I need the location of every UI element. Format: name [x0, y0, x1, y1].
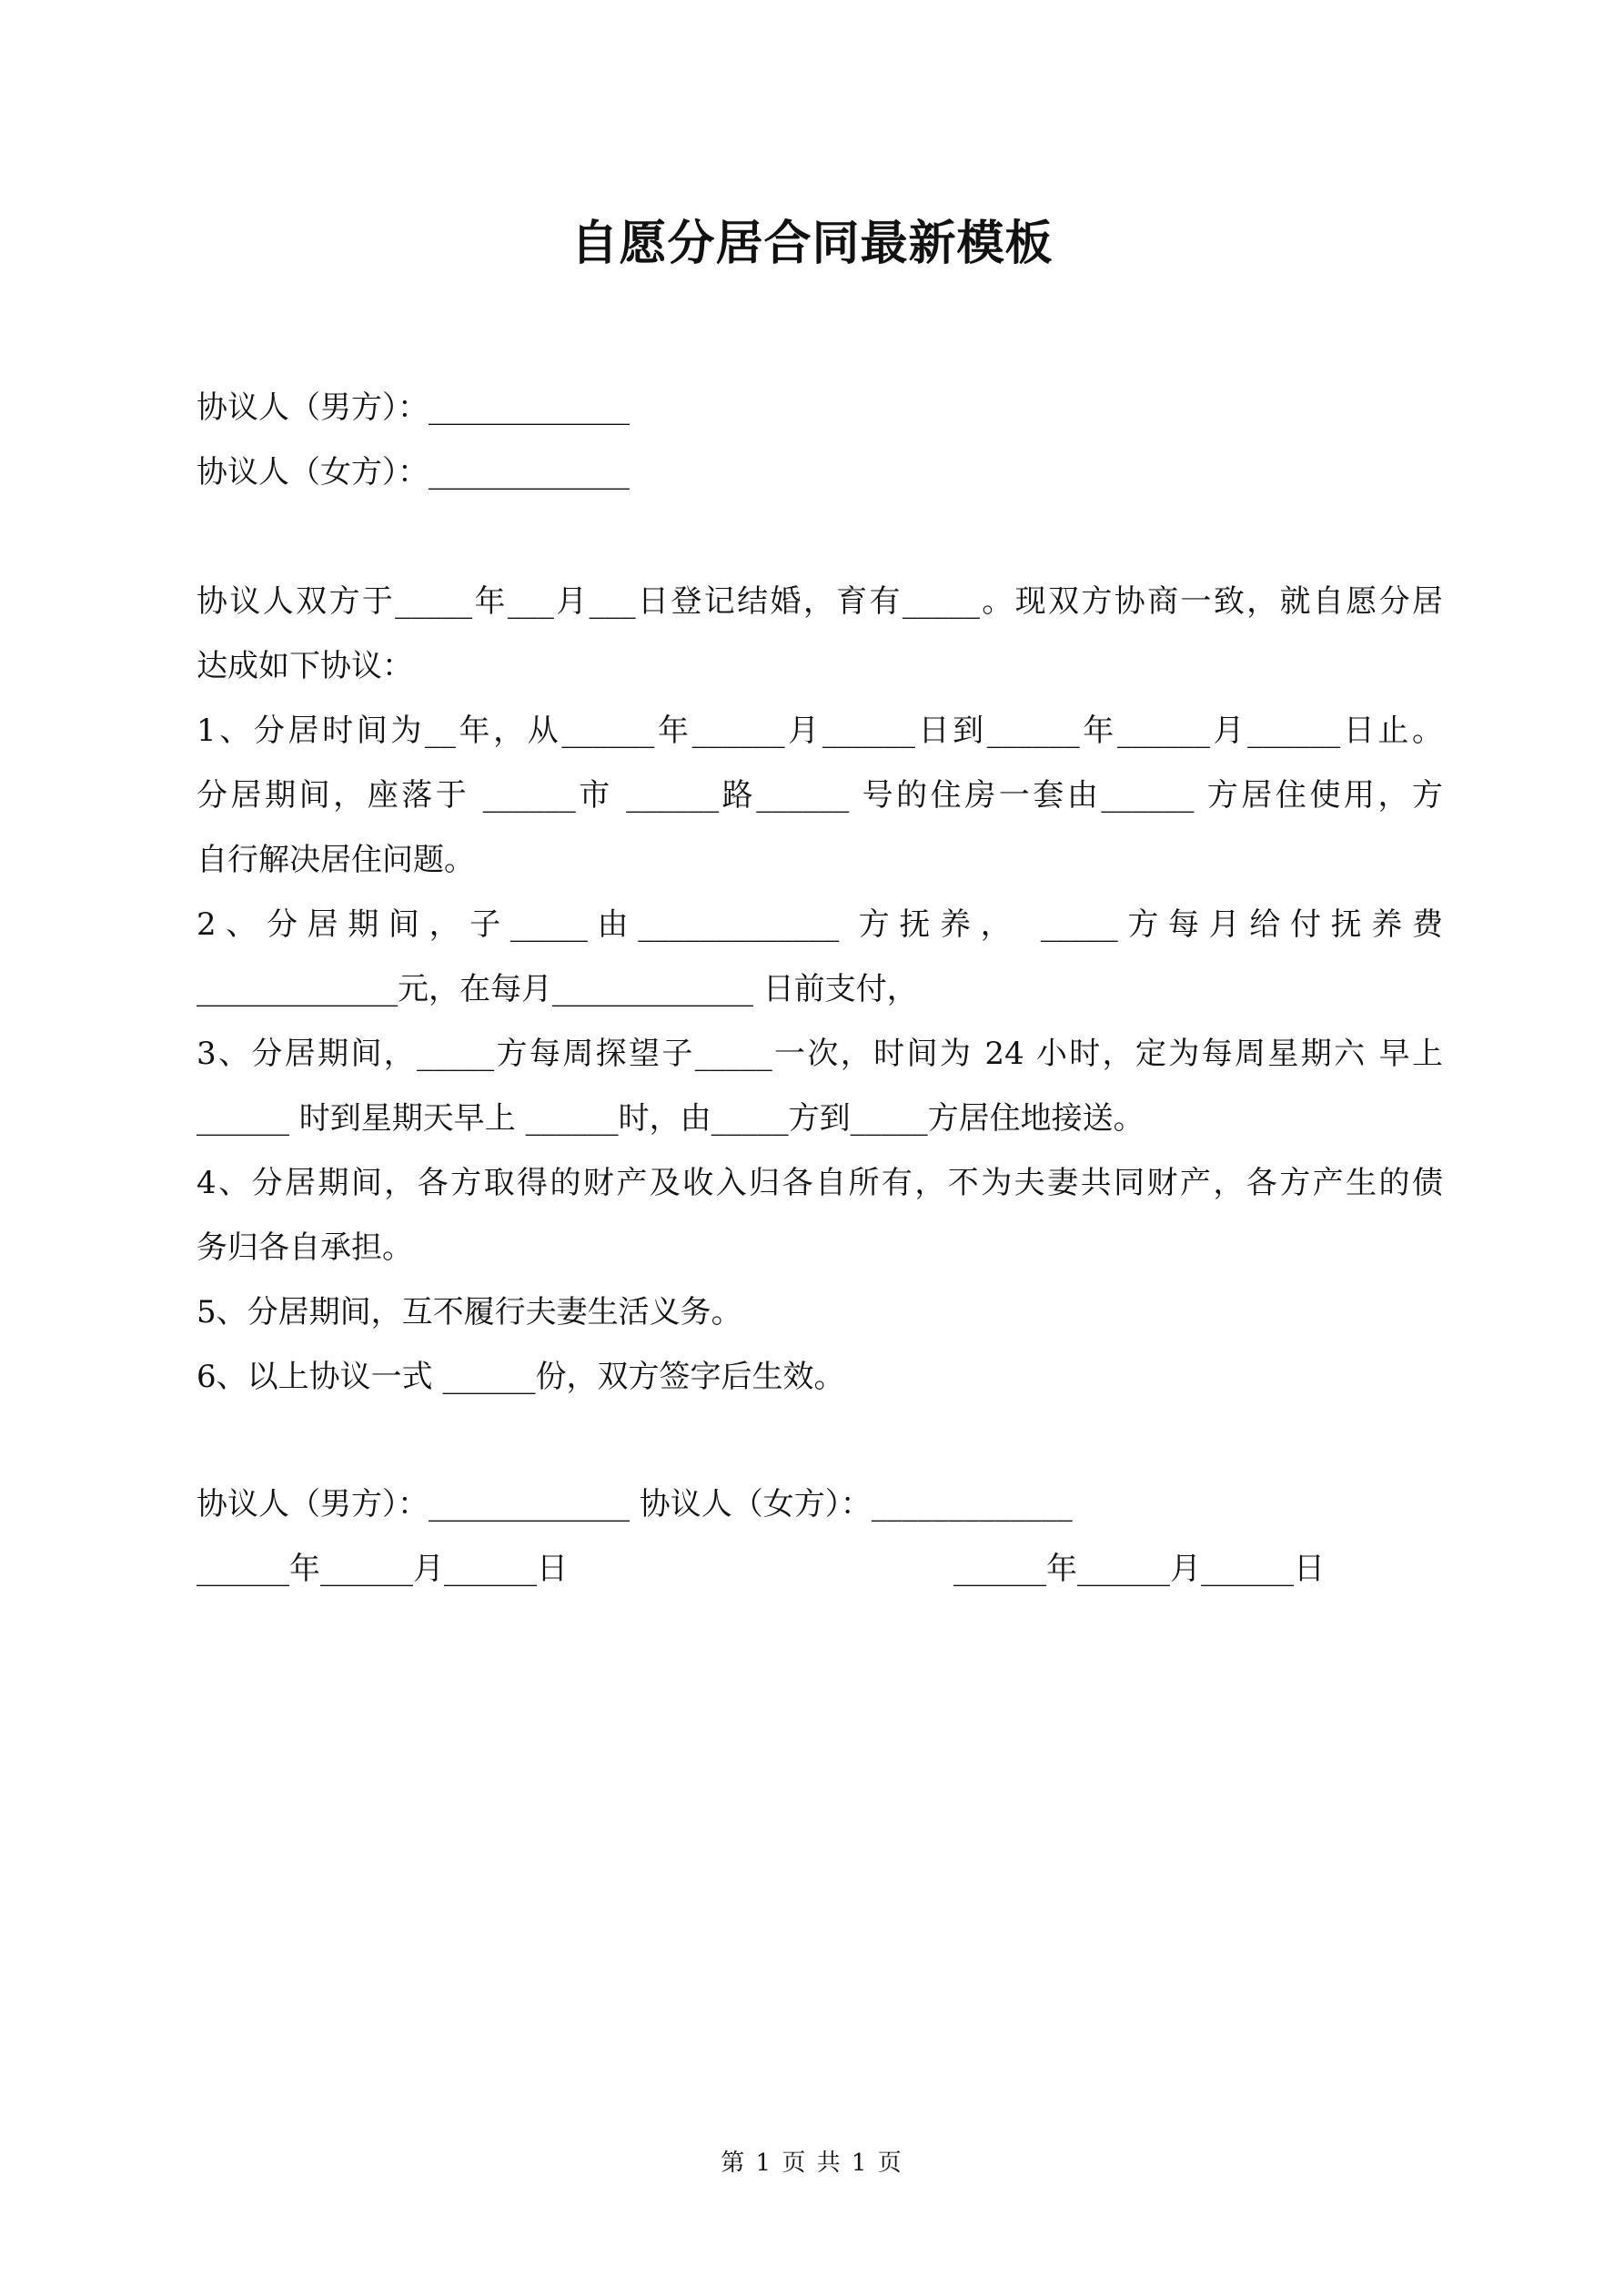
- clause-2-line-1: 2、分居期间，子_____由_____________ 方抚养， _____方每月给付抚养费: [197, 906, 1443, 943]
- party-male-line: 协议人（男方）：_____________: [197, 389, 630, 426]
- intro-paragraph-line-2: 达成如下协议：: [197, 648, 413, 684]
- clause-1-line-1: 1、分居时间为__年，从______年______月______日到______年______月______日止。: [197, 713, 1443, 749]
- intro-paragraph-line-1: 协议人双方于_____年___月___日登记结婚，育有_____。现双方协商一致，就自愿分居: [197, 583, 1443, 620]
- party-female-line: 协议人（女方）：_____________: [197, 454, 630, 491]
- clause-4-line-2: 务归各自承担。: [197, 1229, 413, 1266]
- clause-1-line-3: 自行解决居住问题。: [197, 842, 475, 878]
- clause-2-line-2: _____________元，在每月_____________ 日前支付，: [197, 971, 918, 1007]
- clause-3-line-1: 3、分居期间，_____方每周探望子_____一次，时间为 24 小时，定为每周星期六 早上: [197, 1036, 1443, 1072]
- clause-6: 6、以上协议一式 ______份，双方签字后生效。: [197, 1359, 845, 1395]
- page-footer: 第 1 页 共 1 页: [721, 2149, 903, 2177]
- signature-line: 协议人（男方）：_____________ 协议人（女方）：_____________: [197, 1486, 1073, 1522]
- document-title: 自愿分居合同最新模板: [570, 217, 1054, 271]
- clause-1-line-2: 分居期间，座落于 ______市 ______路______ 号的住房一套由______ 方居住使用，方: [197, 777, 1443, 814]
- date-left: ______年______月______日: [197, 1551, 568, 1587]
- clause-4-line-1: 4、分居期间，各方取得的财产及收入归各自所有，不为夫妻共同财产，各方产生的债: [197, 1165, 1443, 1201]
- clause-5: 5、分居期间，互不履行夫妻生活义务。: [197, 1294, 742, 1330]
- clause-3-line-2: ______ 时到星期天早上 ______时，由_____方到_____方居住地接送。: [197, 1100, 1145, 1137]
- date-right: ______年______月______日: [953, 1551, 1325, 1587]
